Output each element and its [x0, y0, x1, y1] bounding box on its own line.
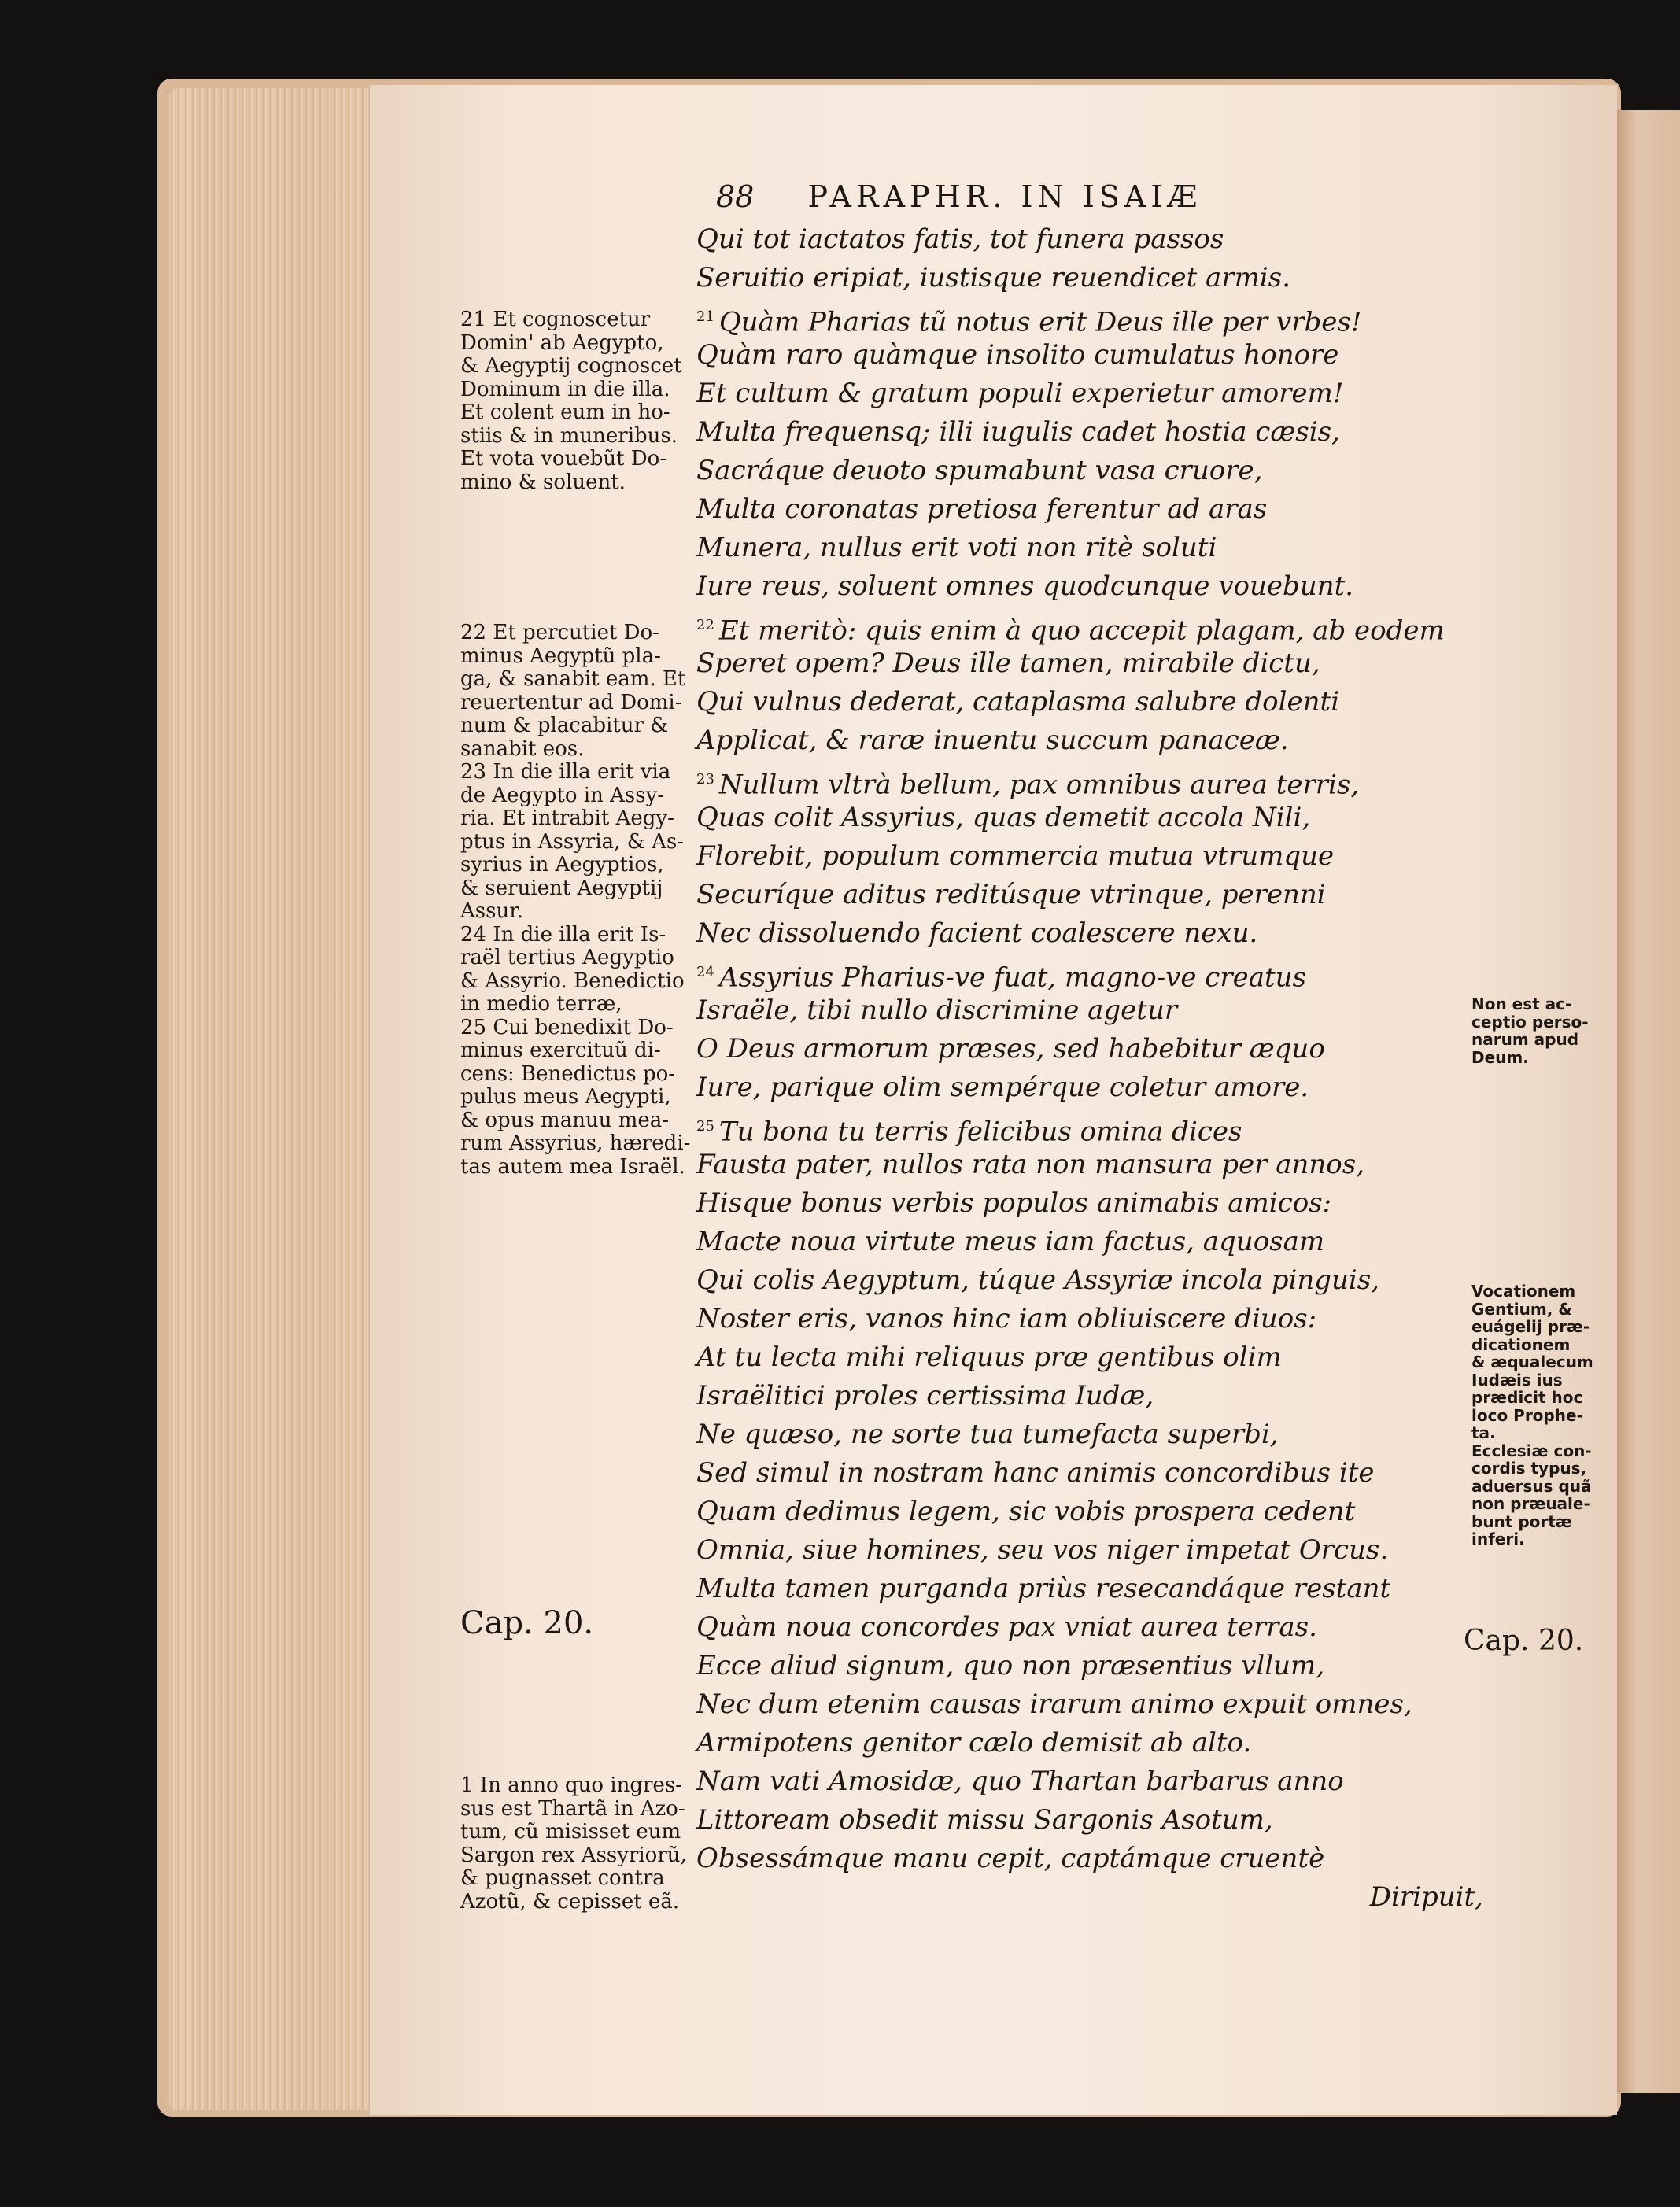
verse-line-text: Speret opem? Deus ille tamen, mirabile dictu,: [696, 648, 1320, 679]
margin-note-line: sus est Thartã in Azo-: [460, 1796, 685, 1821]
side-note-line: cordis typus,: [1471, 1459, 1587, 1478]
margin-note-line: pulus meus Aegypti,: [460, 1085, 671, 1109]
verse-line: [696, 1840, 1483, 1878]
verse-line: [696, 259, 1483, 297]
running-header: [716, 179, 1503, 214]
margin-note-line: de Aegypto in Assy-: [460, 783, 665, 807]
verse-line: [696, 683, 1483, 722]
verse-number: 21: [696, 308, 714, 325]
verse-line: [696, 413, 1483, 452]
verse-line-text: At tu lecta mihi reliquus præ gentibus olim: [696, 1342, 1282, 1373]
margin-note-line: minus Aegyptũ pla-: [460, 644, 661, 668]
side-note-line: Gentium, &: [1471, 1299, 1572, 1319]
margin-note-line: 24 In die illa erit Is-: [460, 922, 666, 947]
margin-note-line: stiis & in muneribus.: [460, 423, 678, 448]
verse-line: [696, 914, 1483, 953]
verse-line-text: Fausta pater, nullos rata non mansura per annos,: [696, 1149, 1365, 1180]
verse-line: [696, 722, 1483, 760]
margin-note-line: sanabit eos.: [460, 736, 585, 761]
verse-line: [696, 606, 1483, 647]
verse-line: [696, 1570, 1483, 1608]
side-note-acceptio: [1471, 995, 1597, 1066]
side-note-line: non præuale-: [1471, 1494, 1590, 1513]
margin-note-line: mino & soluent.: [460, 470, 626, 494]
verse-line-text: Nam vati Amosidæ, quo Thartan barbarus anno: [696, 1766, 1344, 1797]
verse-line: [696, 1338, 1483, 1377]
verse-line: [696, 375, 1483, 413]
verse-line: [696, 1300, 1483, 1338]
margin-note-line: tas autem mea Israël.: [460, 1154, 685, 1179]
margin-note-line: minus exercituũ di-: [460, 1039, 661, 1062]
margin-note-line: cens: Benedictus po-: [460, 1061, 676, 1086]
verse-line: [696, 1685, 1483, 1724]
verse-line: [696, 953, 1483, 994]
side-note-line: prædicit hoc: [1471, 1388, 1583, 1407]
margin-note-line: 1 In anno quo ingres-: [460, 1773, 682, 1797]
verse-number: 23: [696, 771, 714, 788]
margin-note-line: in medio terræ,: [460, 992, 622, 1016]
verse-line: [696, 644, 1483, 683]
margin-note-line: 23 In die illa erit via: [460, 760, 671, 784]
margin-note-line: & Aegyptij cognoscet: [460, 354, 682, 378]
verse-line-text: Diripuit,: [1369, 1881, 1483, 1913]
verse-line: [696, 336, 1483, 375]
verse-line: [696, 837, 1483, 876]
verse-line-text: Nec dissoluendo facient coalescere nexu.: [696, 917, 1258, 949]
margin-note-line: 21 Et cognoscetur: [460, 308, 651, 331]
side-note-line: ceptio perso-: [1471, 1012, 1589, 1032]
side-note-line: dicationem: [1471, 1334, 1571, 1354]
verse-line-text: Et meritò: quis enim à quo accepit plagam, ab eodem: [718, 614, 1445, 647]
margin-note-line: reuertentur ad Domi-: [460, 690, 682, 714]
margin-note-line: ptus in Assyria, & As-: [460, 829, 685, 854]
verse-line: [696, 529, 1483, 567]
verse-line-text: Obsessámque manu cepit, captámque cruentè: [696, 1843, 1325, 1874]
side-note-line: Vocationem: [1471, 1282, 1576, 1301]
verse-line: [696, 220, 1483, 259]
verse-line: [696, 1531, 1483, 1570]
verse-line: [696, 760, 1483, 799]
margin-note-line: & seruient Aegyptij: [460, 876, 663, 900]
verse-line: [696, 1878, 1483, 1917]
side-note-line: euágelij præ-: [1471, 1317, 1590, 1336]
verse-line: [696, 1030, 1483, 1068]
verse-line: [696, 1724, 1483, 1762]
verse-line: [696, 1801, 1483, 1840]
margin-notes-vulgate-21: [460, 308, 708, 494]
verse-line-text: Multa tamen purganda priùs resecandáque restant: [696, 1573, 1391, 1604]
verse-number: 24: [696, 964, 714, 980]
verse-line-text: Ne quæso, ne sorte tua tumefacta superbi,: [696, 1419, 1279, 1450]
side-note-line: & æqualecum: [1471, 1353, 1593, 1371]
chapter-heading-left: Cap. 20.: [460, 1605, 594, 1641]
verse-line: [696, 1647, 1483, 1685]
margin-note-line: & pugnasset contra: [460, 1866, 665, 1890]
margin-note-line: Et colent eum in ho-: [460, 400, 670, 424]
verse-line: [696, 876, 1483, 914]
verse-line-text: Iure reus, soluent omnes quodcunque vouebunt.: [696, 570, 1354, 602]
margin-note-line: ga, & sanabit eam. Et: [460, 667, 686, 691]
verse-line-text: Quàm Pharias tũ notus erit Deus ille per vrbes!: [718, 306, 1362, 338]
verse-line: [696, 490, 1483, 529]
verse-line-text: Omnia, siue homines, seu vos niger impetat Orcus.: [696, 1534, 1389, 1566]
side-note-line: Deum.: [1471, 1047, 1529, 1067]
verse-line-text: Nullum vltrà bellum, pax omnibus aurea terris,: [718, 769, 1360, 801]
verse-line-text: Quàm raro quàmque insolito cumulatus honore: [696, 339, 1339, 371]
margin-note-line: rum Assyrius, hæredi-: [460, 1131, 691, 1155]
running-title: PARAPHR. IN ISAIÆ: [807, 179, 1202, 214]
verse-line-text: Armipotens genitor cælo demisit ab alto.: [696, 1727, 1252, 1759]
margin-note-line: Sargon rex Assyriorũ,: [460, 1843, 687, 1867]
margin-notes-vulgate-ch20: [460, 1774, 708, 1914]
verse-line-text: Noster eris, vanos hinc iam obliuiscere diuos:: [696, 1303, 1317, 1334]
side-note-line: Ecclesiæ con-: [1471, 1441, 1592, 1460]
verse-line-text: Quam dedimus legem, sic vobis prospera cedent: [696, 1496, 1356, 1527]
margin-note-line: Et vota vouebũt Do-: [460, 447, 667, 471]
page-number: 88: [716, 179, 755, 214]
margin-note-line: 25 Cui benedixit Do-: [460, 1015, 674, 1039]
verse-line-text: Quas colit Assyrius, quas demetit accola Nili,: [696, 802, 1311, 833]
verse-line: [696, 799, 1483, 837]
side-note-line: Non est ac-: [1471, 995, 1572, 1013]
verse-line-text: Ecce aliud signum, quo non præsentius vllum,: [696, 1650, 1325, 1681]
verse-line-text: Qui vulnus dederat, cataplasma salubre dolenti: [696, 686, 1340, 718]
verse-line-text: Macte noua virtute meus iam factus, aquosam: [696, 1226, 1325, 1257]
side-note-line: Iudæis ius: [1471, 1370, 1563, 1390]
verse-line-text: O Deus armorum præses, sed habebitur æquo: [696, 1033, 1325, 1065]
verse-line-text: Et cultum & gratum populi experietur amorem!: [696, 378, 1344, 409]
verse-line: [696, 1415, 1483, 1454]
verse-line: [696, 452, 1483, 490]
verse-line-text: Iure, parique olim sempérque coletur amore.: [696, 1072, 1309, 1103]
side-note-line: aduersus quã: [1471, 1476, 1592, 1496]
verse-line: [696, 1762, 1483, 1801]
margin-note-line: & opus manuu mea-: [460, 1108, 670, 1132]
verse-line-text: Tu bona tu terris felicibus omina dices: [718, 1116, 1242, 1148]
verse-line: [696, 567, 1483, 606]
side-note-line: narum apud: [1471, 1030, 1579, 1049]
verse-line: [696, 1493, 1483, 1531]
verse-line-text: Florebit, populum commercia mutua vtrumque: [696, 840, 1335, 872]
verse-number: 22: [696, 617, 714, 633]
verse-line: [696, 1454, 1483, 1493]
verse-line-text: Israële, tibi nullo discrimine agetur: [696, 995, 1178, 1026]
verse-line: [696, 1223, 1483, 1261]
margin-note-line: syrius in Aegyptios,: [460, 853, 664, 877]
margin-note-line: Domin' ab Aegypto,: [460, 330, 664, 355]
side-note-line: inferi.: [1471, 1530, 1525, 1548]
side-note-line: loco Prophe-: [1471, 1405, 1583, 1425]
margin-note-line: Azotũ, & cepisset eã.: [460, 1889, 680, 1914]
margin-note-line: Assur.: [460, 899, 524, 923]
verse-line-text: Applicat, & raræ inuentu succum panaceæ.: [696, 725, 1289, 756]
verse-line-text: Qui tot iactatos fatis, tot funera passos: [696, 223, 1224, 255]
verse-line-text: Israëlitici proles certissima Iudæ,: [696, 1380, 1154, 1412]
margin-note-line: tum, cũ misisset eum: [460, 1820, 681, 1843]
verse-line-text: Multa coronatas pretiosa ferentur ad aras: [696, 493, 1268, 525]
verse-line-text: Nec dum etenim causas irarum animo expuit omnes,: [696, 1688, 1412, 1720]
verse-line: [696, 1107, 1483, 1146]
verse-line-text: Munera, nullus erit voti non ritè soluti: [696, 532, 1217, 563]
margin-note-line: Dominum in die illa.: [460, 377, 670, 401]
verse-line: [696, 297, 1483, 336]
verse-line-text: Sacráque deuoto spumabunt vasa cruore,: [696, 455, 1263, 486]
verse-text: [696, 220, 1483, 1917]
verse-number: 25: [696, 1118, 714, 1135]
verse-line-text: Hisque bonus verbis populos animabis amicos:: [696, 1187, 1332, 1219]
verse-line: [696, 1261, 1483, 1300]
page-edges: [169, 88, 378, 2110]
verse-line-text: Securíque aditus reditúsque vtrinque, perenni: [696, 879, 1326, 910]
margin-note-line: ria. Et intrabit Aegy-: [460, 806, 674, 830]
verse-line: [696, 1146, 1483, 1184]
verse-line-text: Quàm noua concordes pax vniat aurea terras.: [696, 1611, 1317, 1643]
margin-note-line: num & placabitur &: [460, 714, 669, 737]
verse-line: [696, 991, 1483, 1030]
margin-note-line: raël tertius Aegyptio: [460, 946, 674, 969]
side-note-line: ta.: [1471, 1423, 1496, 1442]
side-note-line: bunt portæ: [1471, 1511, 1572, 1531]
margin-note-line: 22 Et percutiet Do-: [460, 621, 659, 644]
verse-line: [696, 1377, 1483, 1415]
facing-page-edge: [1609, 110, 1680, 2093]
margin-note-line: & Assyrio. Benedictio: [460, 969, 685, 993]
margin-notes-vulgate-22-25: [460, 622, 708, 1179]
verse-line-text: Qui colis Aegyptum, túque Assyriæ incola pinguis,: [696, 1264, 1380, 1296]
side-note-vocationem: [1471, 1282, 1597, 1548]
verse-line-text: Multa frequensq; illi iugulis cadet hostia cæsis,: [696, 416, 1340, 448]
verse-line: [696, 1608, 1483, 1647]
verse-line: [696, 1068, 1483, 1107]
verse-line: [696, 1184, 1483, 1223]
verse-line-text: Sed simul in nostram hanc animis concordibus ite: [696, 1457, 1375, 1489]
verse-line-text: Littoream obsedit missu Sargonis Asotum,: [696, 1804, 1273, 1836]
verse-line-text: Assyrius Pharius-ve fuat, magno-ve creatus: [718, 961, 1306, 994]
chapter-heading-right: Cap. 20.: [1464, 1625, 1584, 1657]
verse-line-text: Seruitio eripiat, iustisque reuendicet armis.: [696, 262, 1290, 293]
